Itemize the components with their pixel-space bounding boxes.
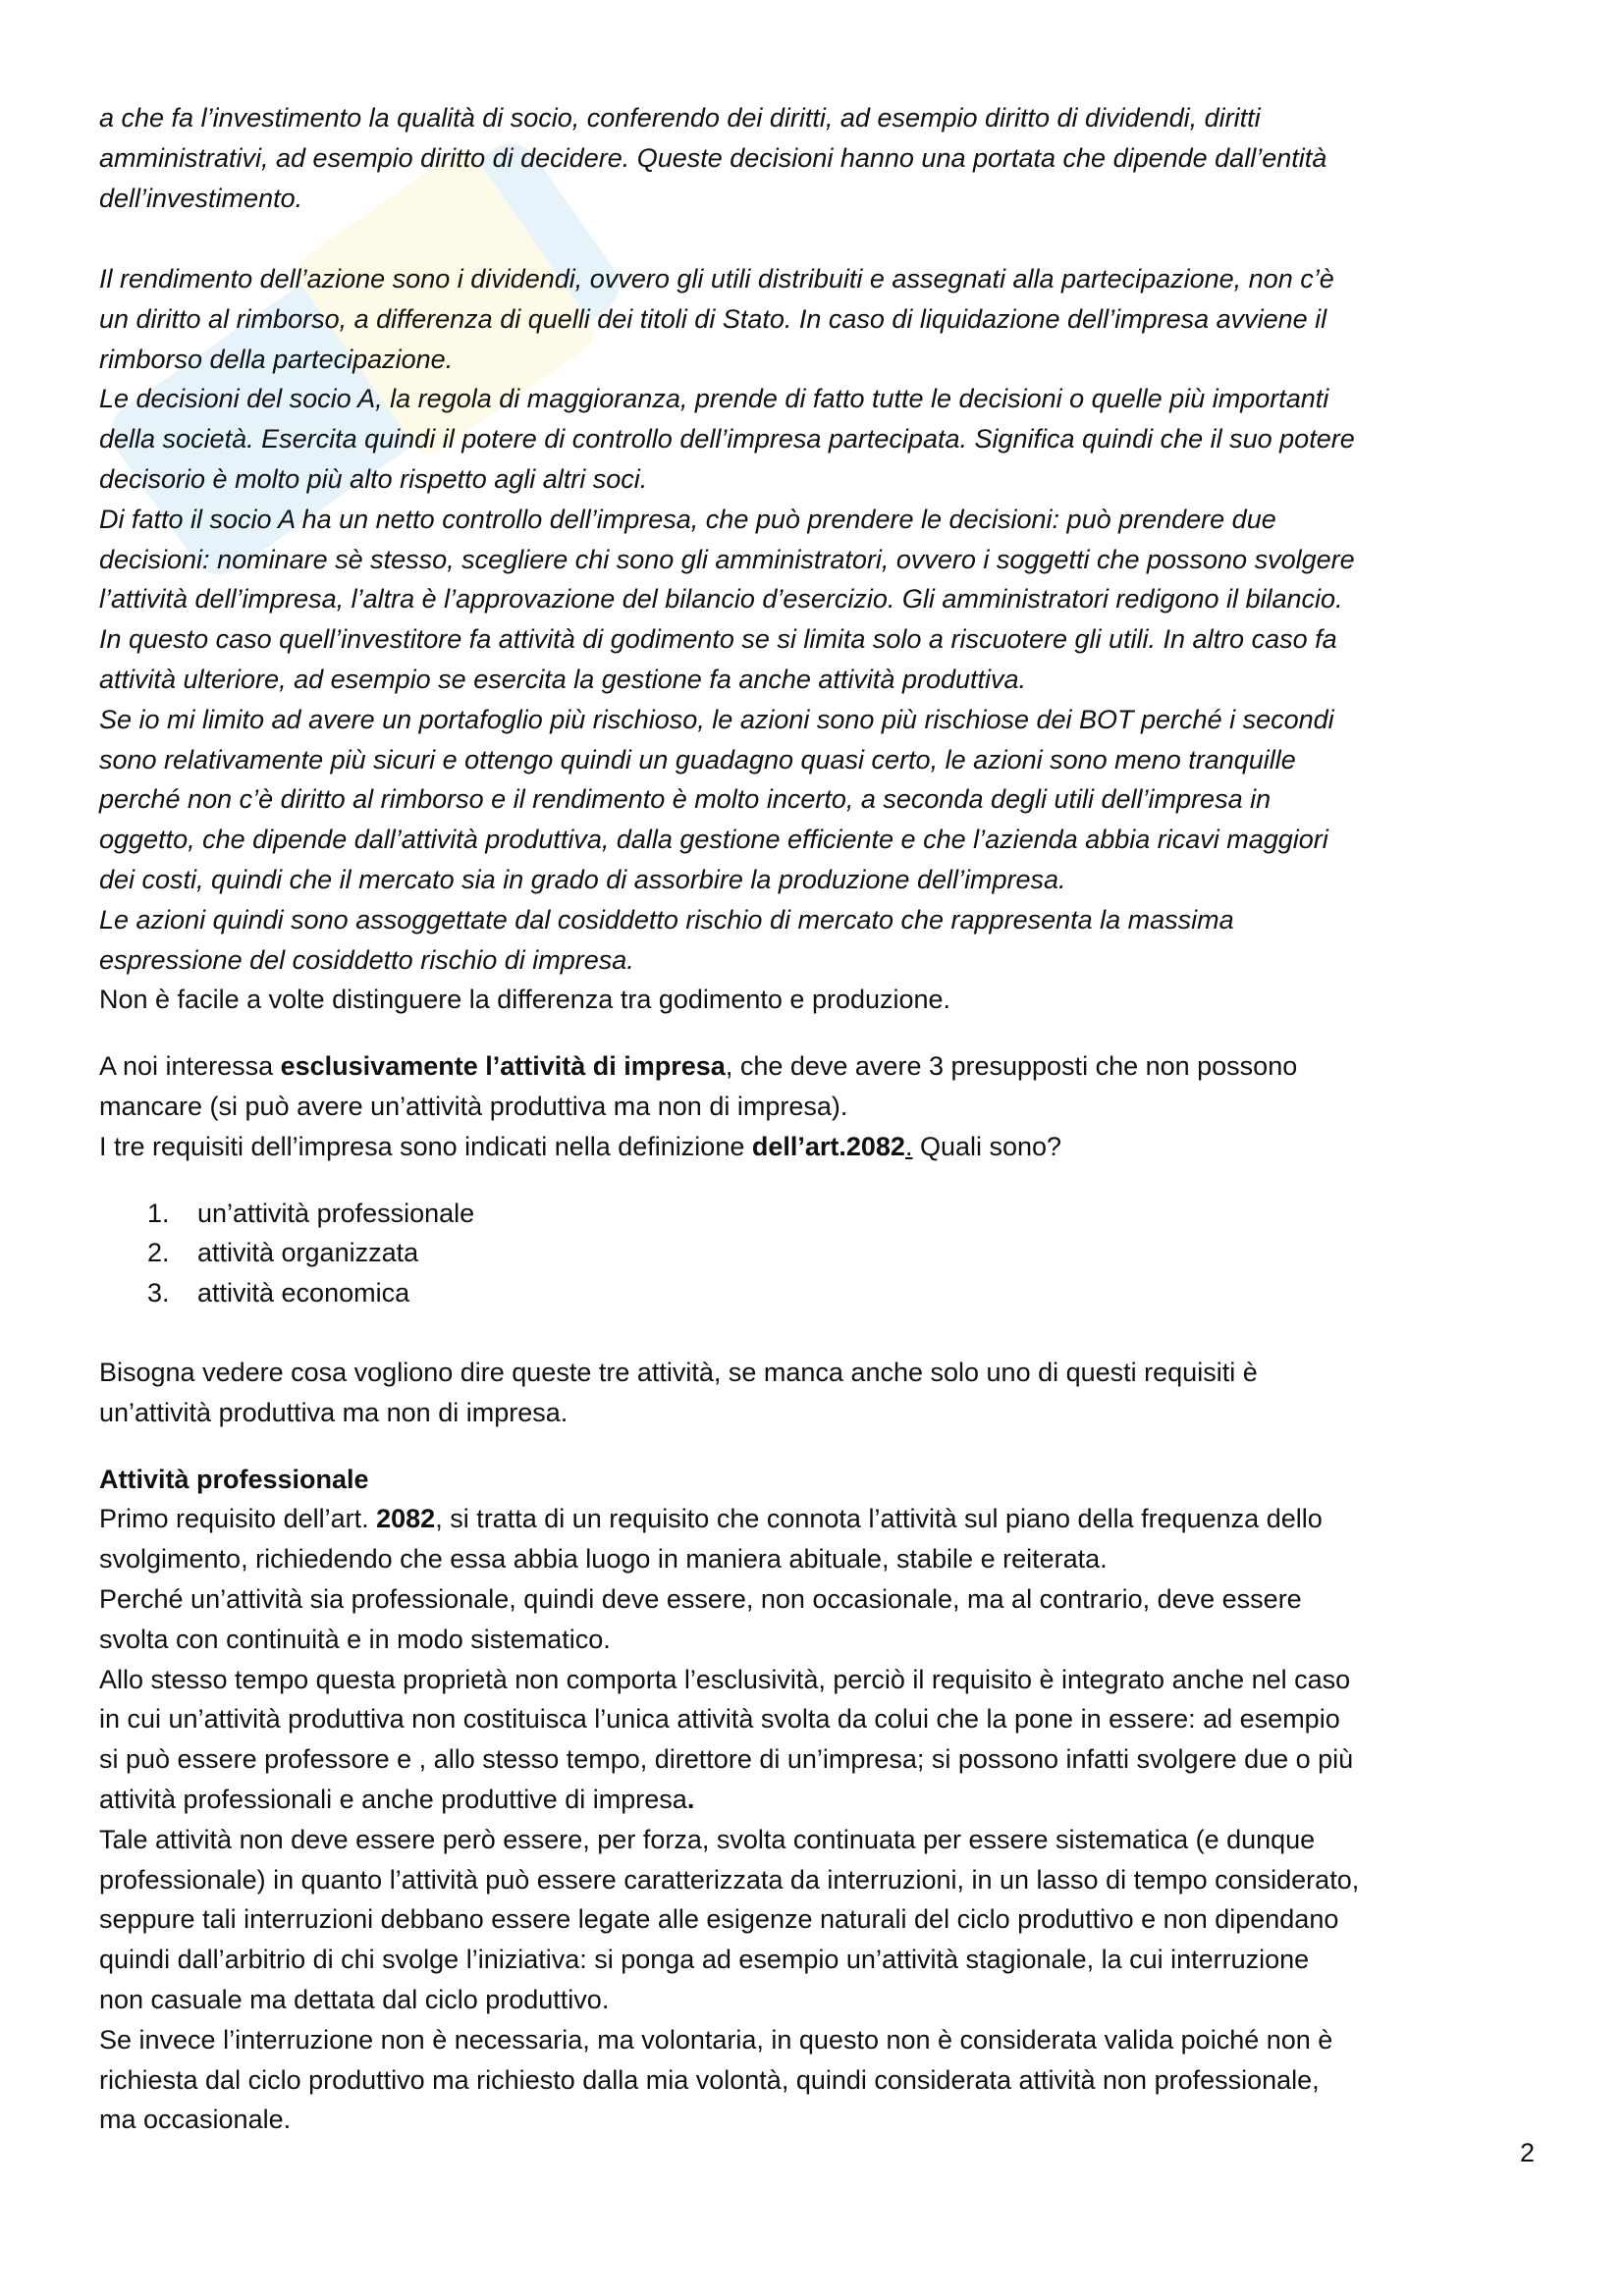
paragraph xyxy=(99,259,1552,980)
text-segment: un’attività produttiva ma non di impresa. xyxy=(99,1397,568,1427)
text-segment: Primo requisito dell’art. xyxy=(99,1504,377,1534)
text-segment: quindi dall’arbitrio di chi svolge l’iniziativa: si ponga ad esempio un’attività stagionale, la cui interruzione xyxy=(99,1945,1310,1975)
bold-text: dell’art.2082 xyxy=(751,1131,905,1161)
text-segment: sono relativamente più sicuri e ottengo quindi un guadagno quasi certo, le azioni sono meno tranquille xyxy=(99,744,1296,774)
text-segment: in cui un’attività produttiva non costituisca l’unica attività svolta da colui che la pone in essere: ad esempio xyxy=(99,1704,1340,1735)
text-segment: , si tratta di un requisito che connota l’attività sul piano della frequenza dello xyxy=(435,1504,1323,1534)
text-line xyxy=(99,1780,1552,1820)
text-segment: I tre requisiti dell’impresa sono indicati nella definizione xyxy=(99,1131,752,1161)
text-line xyxy=(99,579,1552,619)
list-item xyxy=(99,1273,1552,1313)
text-line xyxy=(99,779,1552,820)
text-line xyxy=(99,1393,1552,1433)
text-line xyxy=(99,940,1552,981)
text-line xyxy=(99,619,1552,660)
text-line xyxy=(99,1539,1552,1579)
text-segment: decisorio è molto più alto rispetto agli altri soci. xyxy=(99,464,648,495)
text-line xyxy=(99,1899,1552,1940)
text-segment: In questo caso quell’investitore fa attività di godimento se si limita solo a riscuotere gli utili. In altro caso fa xyxy=(99,624,1337,655)
text-segment: Quali sono? xyxy=(912,1131,1062,1161)
bold-text: esclusivamente l’attività di impresa xyxy=(280,1051,726,1082)
text-segment: A noi interessa xyxy=(99,1051,281,1082)
text-line xyxy=(99,299,1552,340)
text-line xyxy=(99,1699,1552,1739)
list-number: 1. xyxy=(147,1198,170,1228)
text-segment: , che deve avere 3 presupposti che non possono xyxy=(725,1051,1298,1082)
text-line xyxy=(99,860,1552,900)
text-line xyxy=(99,1353,1552,1393)
text-line xyxy=(99,500,1552,540)
text-segment: rimborso della partecipazione. xyxy=(99,344,454,374)
bold-text: 2082 xyxy=(376,1504,436,1534)
paragraph xyxy=(99,98,1552,218)
text-line xyxy=(99,2060,1552,2101)
text-segment: Se invece l’interruzione non è necessaria, ma volontaria, in questo non è considerata valida poiché non è xyxy=(99,2024,1333,2055)
text-line xyxy=(99,1087,1552,1127)
text-line xyxy=(99,1739,1552,1780)
text-line xyxy=(99,138,1552,179)
text-line xyxy=(99,900,1552,940)
text-segment: un diritto al rimborso, a differenza di quelli dei titoli di Stato. In caso di liquidazione dell’impresa avviene il xyxy=(99,303,1327,334)
text-segment: si può essere professore e , allo stesso tempo, direttore di un’impresa; si possono infatti svolgere due o più xyxy=(99,1744,1354,1775)
text-line xyxy=(99,980,1552,1020)
text-segment: Le decisioni del socio A, la regola di maggioranza, prende di fatto tutte le decisioni o quelle più importanti xyxy=(99,384,1329,414)
numbered-list xyxy=(99,1194,1552,1313)
page-number: 2 xyxy=(1520,2138,1536,2167)
text-line xyxy=(99,540,1552,580)
text-segment: oggetto, che dipende dall’attività produttiva, dalla gestione efficiente e che l’azienda abbia ricavi maggiori xyxy=(99,825,1328,855)
text-line xyxy=(99,1860,1552,1900)
text-line xyxy=(99,2020,1552,2060)
text-line xyxy=(99,700,1552,740)
text-segment: professionale) in quanto l’attività può essere caratterizzata da interruzioni, in un lasso di tempo considerato, xyxy=(99,1864,1360,1895)
text-segment: ma occasionale. xyxy=(99,2105,292,2135)
text-line xyxy=(99,740,1552,780)
text-line xyxy=(99,419,1552,459)
text-line xyxy=(99,379,1552,419)
text-line xyxy=(99,1127,1552,1167)
text-segment: amministrativi, ad esempio diritto di decidere. Queste decisioni hanno una portata che dipende dall’entità xyxy=(99,142,1327,173)
text-segment: richiesta dal ciclo produttivo ma richiesto dalla mia volontà, quindi considerata attività non professionale, xyxy=(99,2064,1320,2095)
text-line xyxy=(99,1579,1552,1620)
text-segment: Di fatto il socio A ha un netto controllo dell’impresa, che può prendere le decisioni: può prendere due xyxy=(99,504,1276,534)
section-attivita-professionale xyxy=(99,1460,1552,2141)
text-segment: non casuale ma dettata dal ciclo produttivo. xyxy=(99,1984,610,2014)
text-segment: mancare (si può avere un’attività produttiva ma non di impresa). xyxy=(99,1092,848,1122)
text-segment: . xyxy=(904,1131,913,1161)
text-line xyxy=(99,1046,1552,1087)
text-line xyxy=(99,459,1552,500)
text-line xyxy=(99,1940,1552,1980)
text-segment: Perché un’attività sia professionale, quindi deve essere, non occasionale, ma al contrario, deve essere xyxy=(99,1583,1302,1614)
list-text: un’attività professionale xyxy=(197,1198,475,1228)
text-segment: Il rendimento dell’azione sono i dividendi, ovvero gli utili distribuiti e assegnati alla partecipazione, non c’è xyxy=(99,264,1334,294)
text-segment: attività professionali e anche produttive di impresa xyxy=(99,1784,687,1814)
text-line xyxy=(99,1620,1552,1660)
text-line xyxy=(99,1660,1552,1700)
text-line xyxy=(99,2100,1552,2140)
text-segment: della società. Esercita quindi il potere di controllo dell’impresa partecipata. Significa quindi che il suo potere xyxy=(99,424,1355,454)
text-segment: Se io mi limito ad avere un portafoglio più rischioso, le azioni sono più rischiose dei BOT perché i secondi xyxy=(99,704,1334,734)
section-heading xyxy=(99,1460,1552,1500)
text-segment: Allo stesso tempo questa proprietà non comporta l’esclusività, perciò il requisito è integrato anche nel caso xyxy=(99,1664,1351,1694)
list-item xyxy=(99,1194,1552,1234)
list-text: attività organizzata xyxy=(197,1238,419,1268)
text-segment: dell’investimento. xyxy=(99,183,303,213)
list-item xyxy=(99,1233,1552,1273)
text-segment: espressione del cosiddetto rischio di impresa. xyxy=(99,944,634,975)
text-segment: Bisogna vedere cosa vogliono dire queste tre attività, se manca anche solo uno di questi requisiti è xyxy=(99,1358,1258,1387)
text-segment: svolgimento, richiedendo che essa abbia luogo in maniera abituale, stabile e reiterata. xyxy=(99,1544,1108,1575)
text-segment: svolta con continuità e in modo sistematico. xyxy=(99,1624,611,1654)
text-segment: Non è facile a volte distinguere la differenza tra godimento e produzione. xyxy=(99,985,951,1015)
text-line xyxy=(99,259,1552,299)
text-segment: perché non c’è diritto al rimborso e il rendimento è molto incerto, a seconda degli utili dell’impresa in xyxy=(99,784,1272,815)
text-segment: attività ulteriore, ad esempio se esercita la gestione fa anche attività produttiva. xyxy=(99,665,1027,695)
paragraph xyxy=(99,1046,1552,1166)
text-line xyxy=(99,1499,1552,1539)
text-line xyxy=(99,1980,1552,2020)
text-line xyxy=(99,660,1552,700)
paragraph xyxy=(99,980,1552,1020)
text-segment: a che fa l’investimento la qualità di socio, conferendo dei diritti, ad esempio diritto di dividendi, diritti xyxy=(99,103,1261,133)
document-body xyxy=(99,98,1552,2140)
bold-text: Attività professionale xyxy=(99,1464,369,1494)
text-line xyxy=(99,820,1552,860)
list-number: 2. xyxy=(147,1238,170,1268)
text-line xyxy=(99,1820,1552,1860)
list-text: attività economica xyxy=(197,1278,410,1308)
text-segment: Le azioni quindi sono assoggettate dal cosiddetto rischio di mercato che rappresenta la massima xyxy=(99,904,1234,934)
text-segment: l’attività dell’impresa, l’altra è l’approvazione del bilancio d’esercizio. Gli amministratori redigono il bilancio. xyxy=(99,584,1343,614)
text-segment: Tale attività non deve essere però essere, per forza, svolta continuata per essere sistematica (e dunque xyxy=(99,1824,1316,1854)
text-line xyxy=(99,98,1552,138)
text-segment: decisioni: nominare sè stesso, scegliere chi sono gli amministratori, ovvero i soggetti che possono svolgere xyxy=(99,544,1355,574)
paragraph xyxy=(99,1353,1552,1433)
bold-text: . xyxy=(686,1784,695,1814)
text-segment: dei costi, quindi che il mercato sia in grado di assorbire la produzione dell’impresa. xyxy=(99,865,1066,895)
text-line xyxy=(99,179,1552,219)
text-line xyxy=(99,340,1552,380)
list-number: 3. xyxy=(147,1278,170,1308)
text-segment: seppure tali interruzioni debbano essere legate alle esigenze naturali del ciclo produttivo e non dipendano xyxy=(99,1904,1339,1935)
